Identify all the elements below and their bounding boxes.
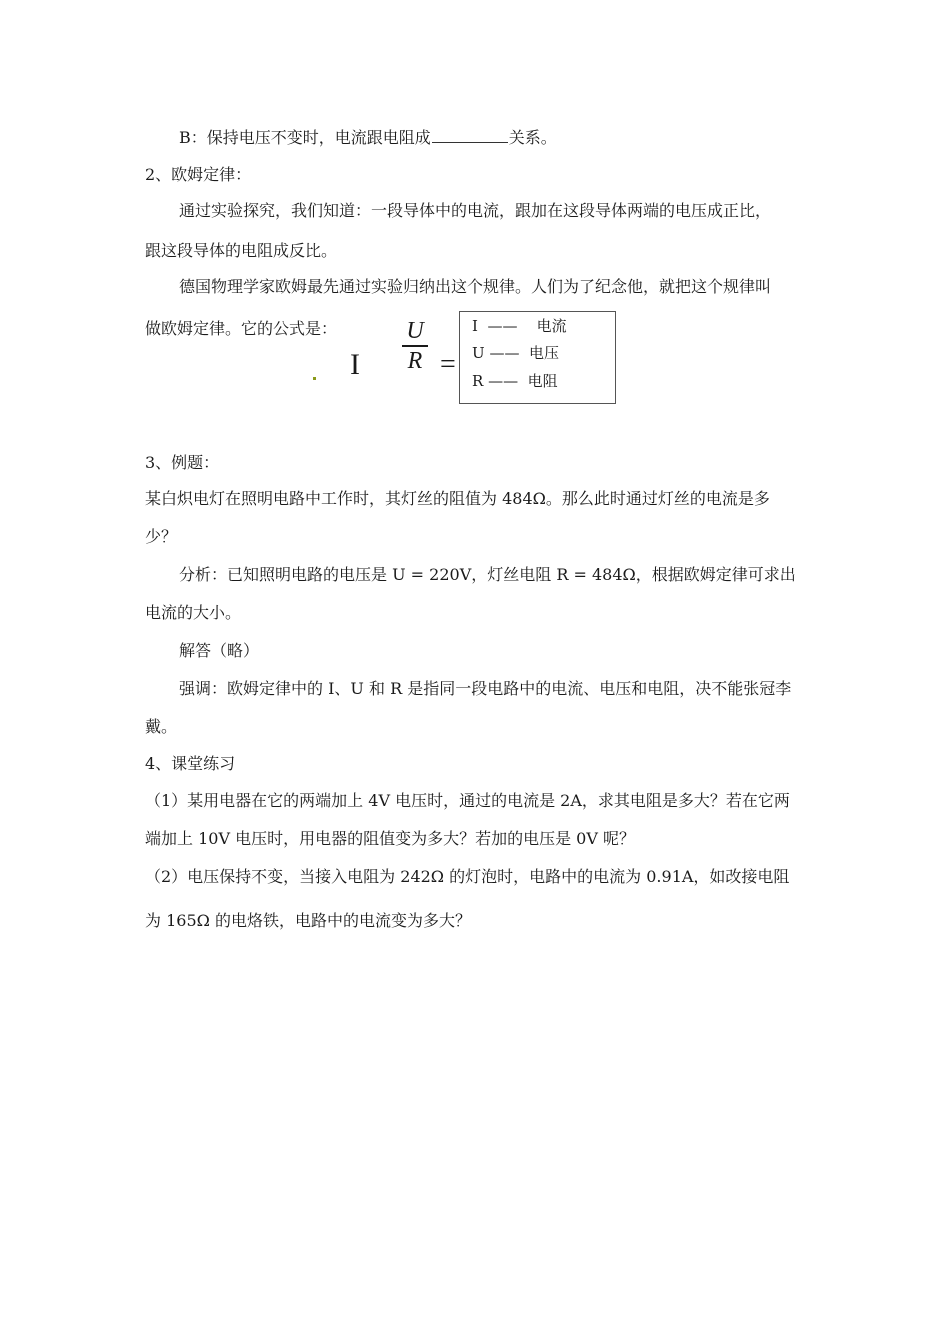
section-2-paragraph-1-line-1: 通过实验探究，我们知道：一段导体中的电流，跟加在这段导体两端的电压成正比， xyxy=(179,201,772,220)
definition-row-voltage xyxy=(472,343,559,363)
definition-meaning: 电阻 xyxy=(527,372,558,390)
definition-meaning: 电流 xyxy=(536,317,567,335)
formula-numerator: U xyxy=(406,318,424,344)
exercise-2-line-1: （2）电压保持不变，当接入电阻为 242Ω 的灯泡时，电路中的电流为 0.91A，如改接电阻 xyxy=(145,867,790,886)
definition-dash: —— xyxy=(488,372,519,390)
example-answer: 解答（略） xyxy=(179,641,260,660)
item-b-prefix: B：保持电压不变时，电流跟电阻成 xyxy=(179,128,431,147)
example-emphasis-line-2: 戴。 xyxy=(145,717,178,736)
definition-symbol: R xyxy=(472,372,484,390)
stray-dot xyxy=(313,377,316,380)
example-question-line-2: 少？ xyxy=(145,527,178,546)
formula-fraction xyxy=(400,318,430,374)
definition-dash: —— xyxy=(487,317,518,335)
definition-symbol: I xyxy=(472,317,478,335)
item-b-suffix: 关系。 xyxy=(508,128,557,147)
exercise-1-line-1: （1）某用电器在它的两端加上 4V 电压时，通过的电流是 2A，求其电阻是多大？若在它两 xyxy=(145,791,790,810)
section-2-paragraph-2-line-2: 做欧姆定律。它的公式是： xyxy=(145,319,338,338)
formula-current-symbol: I xyxy=(350,348,360,381)
example-emphasis-line-1: 强调：欧姆定律中的 I、U 和 R 是指同一段电路中的电流、电压和电阻，决不能张冠李 xyxy=(179,679,792,698)
section-2-heading: 2、欧姆定律： xyxy=(145,165,252,184)
fraction-bar xyxy=(402,345,428,347)
fill-in-blank xyxy=(432,126,508,143)
formula-equals-sign: = xyxy=(440,349,456,380)
definition-symbol: U xyxy=(472,344,485,362)
example-analysis-line-2: 电流的大小。 xyxy=(145,603,242,622)
definition-row-resistance xyxy=(472,371,558,391)
item-b xyxy=(179,126,557,149)
section-3-heading: 3、例题： xyxy=(145,453,220,472)
definition-meaning: 电压 xyxy=(528,344,559,362)
formula-definitions-box xyxy=(459,311,616,404)
section-2-paragraph-2-line-1: 德国物理学家欧姆最先通过实验归纳出这个规律。人们为了纪念他，就把这个规律叫 xyxy=(179,277,772,296)
exercise-2-line-2: 为 165Ω 的电烙铁，电路中的电流变为多大？ xyxy=(145,911,471,930)
exercise-1-line-2: 端加上 10V 电压时，用电器的阻值变为多大？若加的电压是 0V 呢？ xyxy=(145,829,635,848)
section-4-heading: 4、课堂练习 xyxy=(145,754,236,773)
example-question-line-1: 某白炽电灯在照明电路中工作时，其灯丝的阻值为 484Ω。那么此时通过灯丝的电流是多 xyxy=(145,489,770,508)
formula-denominator: R xyxy=(407,348,423,374)
example-analysis-line-1: 分析：已知照明电路的电压是 U = 220V，灯丝电阻 R = 484Ω，根据欧姆定律可求出 xyxy=(179,565,796,584)
definition-row-current xyxy=(472,316,567,336)
definition-dash: —— xyxy=(489,344,520,362)
section-2-paragraph-1-line-2: 跟这段导体的电阻成反比。 xyxy=(145,241,338,260)
